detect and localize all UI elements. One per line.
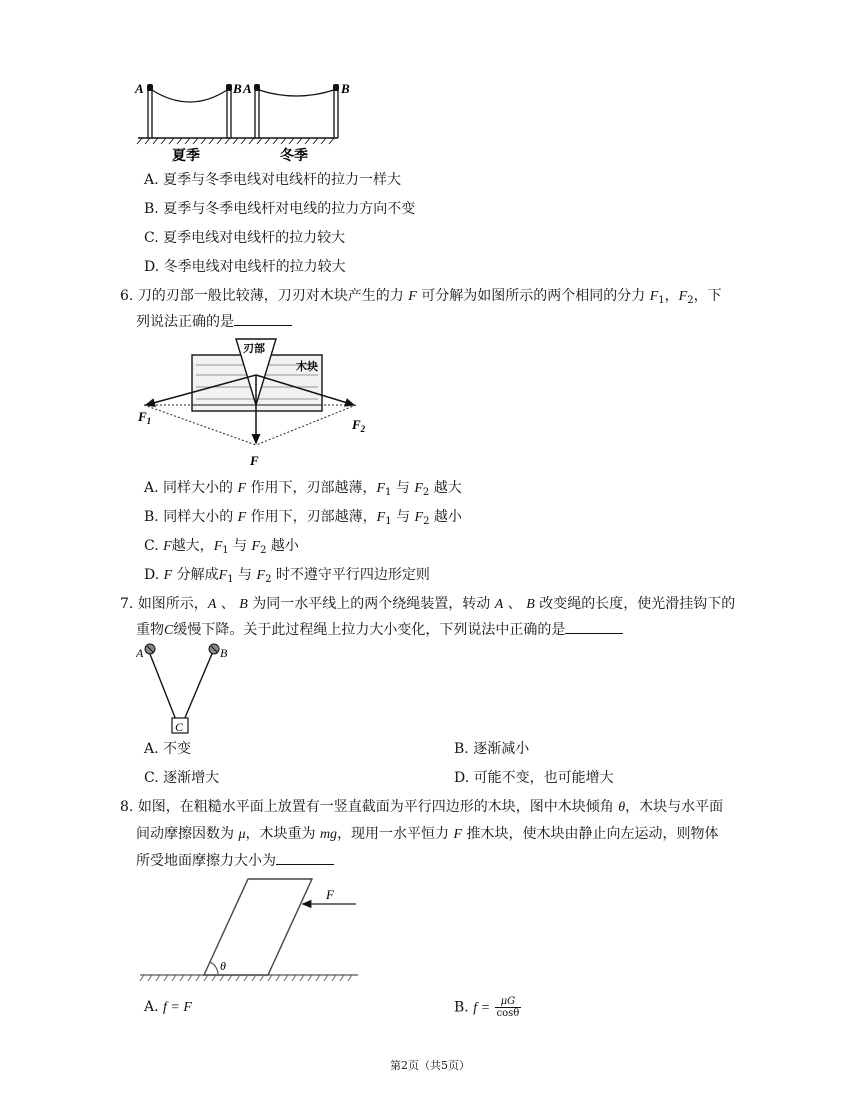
q6-option-c: C. F越大，$F_1$ 与 $F_2$ 越小 [144, 538, 299, 556]
q6-stem-line1: 6. 刀的刃部一般比较薄，刀刃对木块产生的力 F 可分解为如图所示的两个相同的分力 $F_1$，$F_2$，下 [120, 288, 722, 306]
pole-label-a1: A [135, 81, 144, 96]
q8-number: 8. [120, 799, 134, 815]
fig8-f-label: F [326, 887, 334, 902]
fig7-a-label: A [136, 646, 144, 660]
fig7-b-label: B [220, 646, 228, 660]
q6-stem-line2: 列说法正确的是 [136, 313, 292, 331]
q8-option-a: A. f = F [144, 999, 192, 1015]
q7-stem-line2: 重物C缓慢下降。关于此过程绳上拉力大小变化，下列说法中正确的是 [136, 621, 623, 640]
fraction: $\frac{\mu G}{\cos\theta}$ [496, 996, 520, 1019]
q7-option-b: B. 逐渐减小 [454, 741, 530, 757]
blade-label: 刃部 [243, 343, 265, 355]
fig-f-label: F [250, 453, 259, 468]
q7-option-c: C. 逐渐增大 [144, 770, 220, 786]
fig-f2-label: F [352, 417, 361, 432]
fig8-theta-label: θ [220, 959, 226, 973]
svg-text:F1: $F_1$ [138, 409, 152, 426]
pole-label-b1: B [233, 81, 242, 96]
caption-summer: 夏季 [172, 149, 200, 164]
q8-stem-line1: 8. 如图，在粗糙水平面上放置有一竖直截面为平行四边形的木块，图中木块倾角 θ，木块与水平面 [120, 799, 724, 815]
q7-option-a: A. 不变 [144, 741, 192, 757]
q8-option-b: B. f = $\frac{\mu G}{\cos\theta}$ [454, 996, 520, 1019]
q5-option-a: A. 夏季与冬季电线对电线杆的拉力一样大 [144, 172, 402, 188]
q5-option-d: D. 冬季电线对电线杆的拉力较大 [144, 259, 346, 275]
pole-label-b2: B [341, 81, 350, 96]
answer-blank[interactable] [565, 621, 623, 634]
block-label: 木块 [296, 361, 318, 373]
q6-option-b: B. 同样大小的 F 作用下，刃部越薄，$F_1$ 与 $F_2$ 越小 [144, 509, 462, 527]
fig7-c-label: C [175, 720, 184, 734]
q7-option-d: D. 可能不变，也可能增大 [454, 770, 614, 786]
blade-figure [136, 335, 376, 470]
pole-label-a2: A [243, 81, 252, 96]
answer-blank[interactable] [276, 852, 334, 865]
q8-stem-line2: 间动摩擦因数为 μ，木块重为 mg，现用一水平恒力 F 推木块，使木块由静止向左运动，则物体 [136, 826, 719, 842]
q5-option-c: C. 夏季电线对电线杆的拉力较大 [144, 230, 346, 246]
q6-number: 6. [120, 288, 134, 304]
svg-text:F2: $F_2$ [352, 417, 366, 434]
q6-option-a: A. 同样大小的 F 作用下，刃部越薄，$F_1$ 与 $F_2$ 越大 [144, 480, 462, 498]
page-footer: 第2页（共5页） [390, 1059, 470, 1072]
caption-winter: 冬季 [280, 149, 308, 164]
poles-figure [130, 76, 355, 168]
q7-number: 7. [120, 596, 134, 612]
parallelogram-figure [138, 875, 363, 987]
q5-option-b: B. 夏季与冬季电线杆对电线的拉力方向不变 [144, 201, 416, 217]
rope-figure [136, 642, 236, 737]
answer-blank[interactable] [234, 313, 292, 326]
q7-stem-line1: 7. 如图所示，A 、 B 为同一水平线上的两个绕绳装置，转动 A 、 B 改变绳的长度，使光滑挂钩下的 [120, 596, 736, 612]
fig-f1-label: F [138, 409, 147, 424]
q6-option-d: D. F 分解成$F_1$ 与 $F_2$ 时不遵守平行四边形定则 [144, 567, 430, 585]
q8-stem-line3: 所受地面摩擦力大小为 [136, 852, 334, 870]
